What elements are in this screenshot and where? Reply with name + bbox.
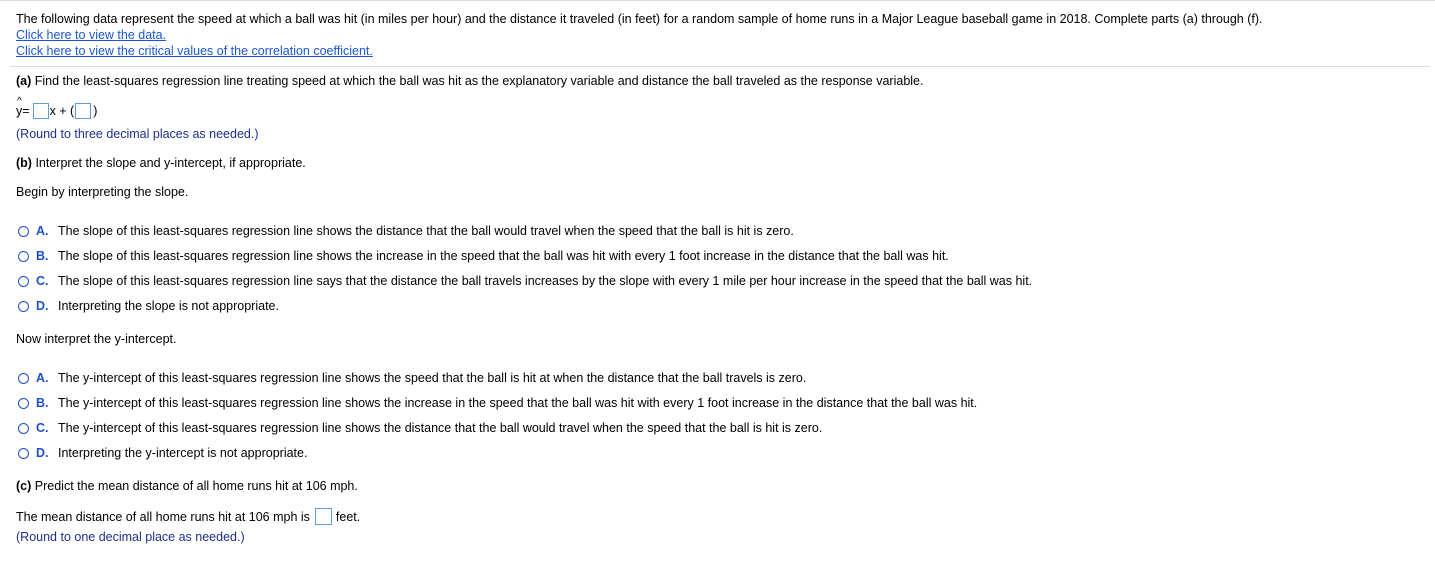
part-b-label: (b): [16, 156, 32, 170]
option-text: Interpreting the slope is not appropriate.: [58, 299, 279, 313]
option-letter: C.: [36, 421, 49, 435]
mean-distance-input[interactable]: [315, 508, 332, 525]
option-text: The y-intercept of this least-squares regression line shows the distance that the ball would travel when the speed that the ball is hit is zero.: [58, 421, 823, 435]
intercept-option-d[interactable]: [18, 446, 307, 460]
radio-button[interactable]: [18, 276, 29, 287]
part-c-hint: (Round to one decimal place as needed.): [16, 530, 245, 544]
y-hat-symbol: [16, 96, 23, 118]
mean-distance-answer-row: [16, 508, 360, 525]
radio-button[interactable]: [18, 251, 29, 262]
option-letter: B.: [36, 396, 49, 410]
slope-answer-input[interactable]: [33, 103, 49, 119]
slope-option-c[interactable]: [18, 274, 1032, 288]
radio-button[interactable]: [18, 226, 29, 237]
view-critical-values-link[interactable]: Click here to view the critical values of the correlation coefficient.: [16, 44, 373, 58]
part-a-hint: (Round to three decimal places as needed.): [16, 127, 259, 141]
y-glyph: y: [16, 104, 23, 118]
radio-button[interactable]: [18, 301, 29, 312]
intercept-option-c[interactable]: [18, 421, 822, 435]
option-letter: B.: [36, 249, 49, 263]
slope-prompt: Begin by interpreting the slope.: [16, 185, 189, 199]
option-letter: D.: [36, 299, 49, 313]
part-b-question: [16, 156, 306, 170]
slope-option-d[interactable]: [18, 299, 279, 313]
view-data-link[interactable]: Click here to view the data.: [16, 28, 167, 42]
intercept-prompt: Now interpret the y-intercept.: [16, 332, 177, 346]
option-text: The slope of this least-squares regression line shows the distance that the ball would travel when the speed that the ball is hit is zero.: [58, 224, 794, 238]
intercept-answer-input[interactable]: [75, 103, 91, 119]
answer-suffix: feet.: [335, 509, 361, 524]
part-c-label: (c): [16, 479, 32, 493]
equals-sign: =: [22, 104, 30, 118]
part-a-label: (a): [16, 74, 32, 88]
regression-equation: [16, 96, 98, 119]
hat-glyph: ^: [17, 96, 22, 107]
option-text: The slope of this least-squares regression line shows the increase in the speed that the ball was hit with every 1 foot increase in the distance that the ball was hit.: [58, 249, 949, 263]
option-text: The slope of this least-squares regression line says that the distance the ball travels increases by the slope with every 1 mile per hour increase in the speed that the ball was hit.: [58, 274, 1033, 288]
radio-button[interactable]: [18, 423, 29, 434]
intercept-option-a[interactable]: [18, 371, 806, 385]
option-letter: A.: [36, 371, 49, 385]
close-paren: ): [93, 104, 98, 118]
top-border: [0, 0, 1435, 1]
slope-option-a[interactable]: [18, 224, 794, 238]
option-text: Interpreting the y-intercept is not appropriate.: [58, 446, 308, 460]
option-letter: C.: [36, 274, 49, 288]
section-divider: [10, 66, 1430, 67]
slope-option-b[interactable]: [18, 249, 949, 263]
answer-prefix: The mean distance of all home runs hit at 106 mph is: [16, 509, 310, 524]
intercept-option-b[interactable]: [18, 396, 977, 410]
x-plus-text: x + (: [49, 104, 75, 118]
option-letter: A.: [36, 224, 49, 238]
problem-statement: The following data represent the speed at which a ball was hit (in miles per hour) and the distance it traveled (in feet) for a random sample of home runs in a Major League baseball game in 2018. Complete parts (a) through (f).: [16, 12, 1263, 26]
radio-button[interactable]: [18, 448, 29, 459]
option-text: The y-intercept of this least-squares regression line shows the speed that the ball is hit at when the distance that the ball travels is zero.: [58, 371, 807, 385]
radio-button[interactable]: [18, 373, 29, 384]
part-c-question: [16, 479, 358, 493]
part-b-text: Interpret the slope and y-intercept, if appropriate.: [35, 156, 306, 170]
part-a-text: Find the least-squares regression line treating speed at which the ball was hit as the explanatory variable and distance the ball traveled as the response variable.: [34, 74, 924, 88]
part-c-text: Predict the mean distance of all home runs hit at 106 mph.: [34, 479, 358, 493]
option-letter: D.: [36, 446, 49, 460]
part-a-question: [16, 74, 923, 88]
option-text: The y-intercept of this least-squares regression line shows the increase in the speed that the ball was hit with every 1 foot increase in the distance that the ball was hit.: [58, 396, 978, 410]
radio-button[interactable]: [18, 398, 29, 409]
